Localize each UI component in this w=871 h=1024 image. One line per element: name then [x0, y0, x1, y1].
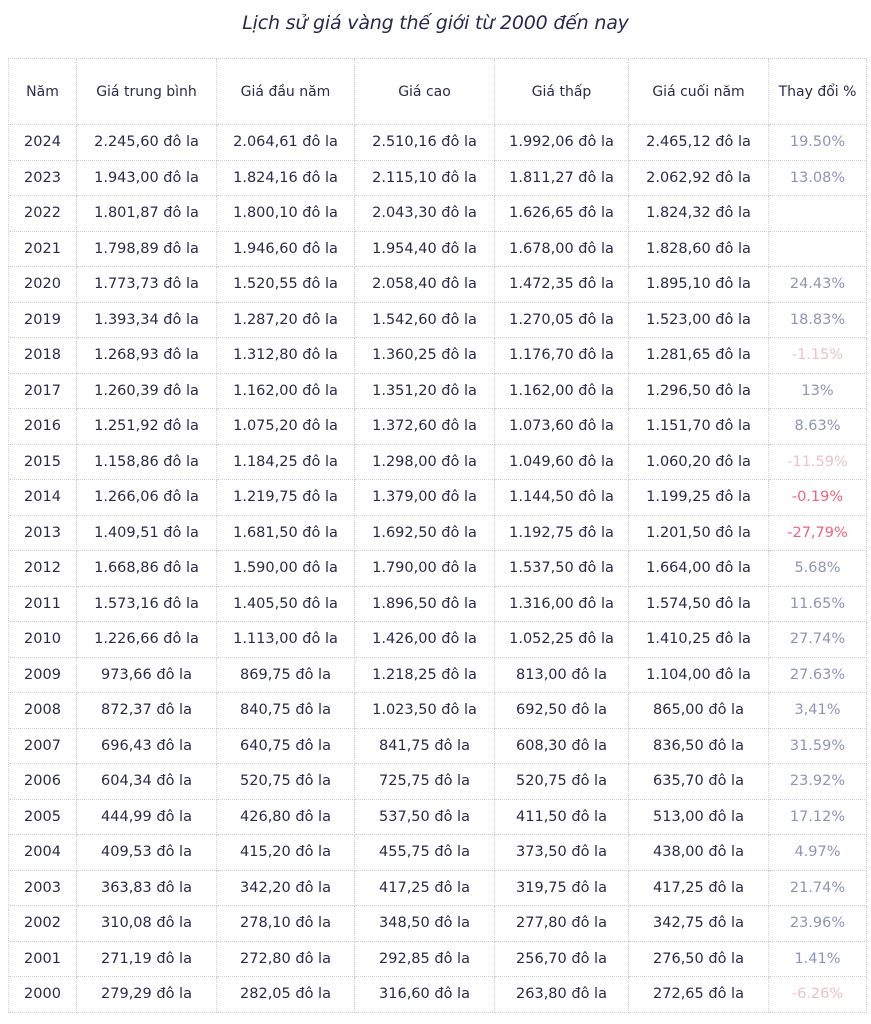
cell-change-percent: 23.92%: [769, 764, 867, 800]
cell-change-percent: -27,79%: [769, 516, 867, 552]
cell-close-price: 1.199,25 đô la: [629, 480, 769, 516]
gold-price-table: [8, 58, 867, 1013]
cell-change-percent: 17.12%: [769, 800, 867, 836]
cell-change-percent: -11.59%: [769, 445, 867, 481]
cell-year: 2010: [9, 622, 77, 658]
header-change-percent: Thay đổi %: [769, 59, 867, 125]
cell-year: 2024: [9, 125, 77, 161]
cell-close-price: 513,00 đô la: [629, 800, 769, 836]
cell-year: 2012: [9, 551, 77, 587]
cell-year: 2023: [9, 161, 77, 197]
cell-average-price: 872,37 đô la: [77, 693, 217, 729]
table-header-row: [9, 59, 867, 125]
cell-low-price: 1.811,27 đô la: [495, 161, 629, 197]
cell-close-price: 1.410,25 đô la: [629, 622, 769, 658]
table-row: [9, 409, 867, 445]
cell-change-percent: 27.74%: [769, 622, 867, 658]
cell-change-percent: 27.63%: [769, 658, 867, 694]
cell-open-price: 426,80 đô la: [217, 800, 355, 836]
cell-high-price: 348,50 đô la: [355, 906, 495, 942]
table-row: [9, 587, 867, 623]
cell-average-price: 1.251,92 đô la: [77, 409, 217, 445]
cell-close-price: 1.523,00 đô la: [629, 303, 769, 339]
cell-high-price: 1.790,00 đô la: [355, 551, 495, 587]
table-row: [9, 338, 867, 374]
cell-year: 2002: [9, 906, 77, 942]
table-row: [9, 622, 867, 658]
cell-low-price: 1.192,75 đô la: [495, 516, 629, 552]
table-row: [9, 551, 867, 587]
cell-close-price: 1.201,50 đô la: [629, 516, 769, 552]
cell-high-price: 841,75 đô la: [355, 729, 495, 765]
table-row: [9, 445, 867, 481]
page-title: Lịch sử giá vàng thế giới từ 2000 đến nay: [242, 12, 629, 34]
cell-low-price: 1.270,05 đô la: [495, 303, 629, 339]
cell-average-price: 363,83 đô la: [77, 871, 217, 907]
cell-low-price: 256,70 đô la: [495, 942, 629, 978]
cell-open-price: 1.946,60 đô la: [217, 232, 355, 268]
cell-high-price: 1.692,50 đô la: [355, 516, 495, 552]
cell-high-price: 316,60 đô la: [355, 977, 495, 1013]
cell-low-price: 373,50 đô la: [495, 835, 629, 871]
table-row: [9, 374, 867, 410]
cell-close-price: 1.296,50 đô la: [629, 374, 769, 410]
cell-open-price: 1.590,00 đô la: [217, 551, 355, 587]
header-open-price: Giá đầu năm: [217, 59, 355, 125]
cell-average-price: 1.226,66 đô la: [77, 622, 217, 658]
cell-average-price: 409,53 đô la: [77, 835, 217, 871]
cell-average-price: 1.801,87 đô la: [77, 196, 217, 232]
cell-low-price: 1.316,00 đô la: [495, 587, 629, 623]
cell-close-price: 1.151,70 đô la: [629, 409, 769, 445]
cell-open-price: 342,20 đô la: [217, 871, 355, 907]
cell-year: 2007: [9, 729, 77, 765]
cell-close-price: 438,00 đô la: [629, 835, 769, 871]
cell-open-price: 520,75 đô la: [217, 764, 355, 800]
cell-low-price: 1.472,35 đô la: [495, 267, 629, 303]
cell-high-price: 1.298,00 đô la: [355, 445, 495, 481]
cell-high-price: 1.372,60 đô la: [355, 409, 495, 445]
table-row: [9, 658, 867, 694]
cell-high-price: 455,75 đô la: [355, 835, 495, 871]
cell-low-price: 1.052,25 đô la: [495, 622, 629, 658]
table-row: [9, 516, 867, 552]
cell-high-price: 417,25 đô la: [355, 871, 495, 907]
table-row: [9, 232, 867, 268]
cell-change-percent: 19.50%: [769, 125, 867, 161]
table-row: [9, 906, 867, 942]
cell-open-price: 1.113,00 đô la: [217, 622, 355, 658]
cell-high-price: 1.360,25 đô la: [355, 338, 495, 374]
cell-average-price: 1.943,00 đô la: [77, 161, 217, 197]
cell-high-price: 1.379,00 đô la: [355, 480, 495, 516]
cell-close-price: 2.062,92 đô la: [629, 161, 769, 197]
cell-close-price: 1.104,00 đô la: [629, 658, 769, 694]
header-close-price: Giá cuối năm: [629, 59, 769, 125]
cell-open-price: 2.064,61 đô la: [217, 125, 355, 161]
cell-change-percent: 1.41%: [769, 942, 867, 978]
cell-low-price: 1.537,50 đô la: [495, 551, 629, 587]
cell-average-price: 1.773,73 đô la: [77, 267, 217, 303]
cell-change-percent: 5.68%: [769, 551, 867, 587]
cell-close-price: 272,65 đô la: [629, 977, 769, 1013]
cell-open-price: 840,75 đô la: [217, 693, 355, 729]
cell-average-price: 1.158,86 đô la: [77, 445, 217, 481]
cell-change-percent: [769, 196, 867, 232]
cell-year: 2020: [9, 267, 77, 303]
cell-close-price: 1.574,50 đô la: [629, 587, 769, 623]
table-row: [9, 871, 867, 907]
header-high-price: Giá cao: [355, 59, 495, 125]
cell-year: 2016: [9, 409, 77, 445]
cell-high-price: 1.896,50 đô la: [355, 587, 495, 623]
table-row: [9, 977, 867, 1013]
cell-average-price: 1.798,89 đô la: [77, 232, 217, 268]
cell-close-price: 342,75 đô la: [629, 906, 769, 942]
cell-year: 2003: [9, 871, 77, 907]
cell-average-price: 1.573,16 đô la: [77, 587, 217, 623]
cell-close-price: 836,50 đô la: [629, 729, 769, 765]
cell-close-price: 635,70 đô la: [629, 764, 769, 800]
cell-open-price: 278,10 đô la: [217, 906, 355, 942]
cell-low-price: 1.626,65 đô la: [495, 196, 629, 232]
cell-change-percent: -6.26%: [769, 977, 867, 1013]
cell-year: 2009: [9, 658, 77, 694]
cell-open-price: 272,80 đô la: [217, 942, 355, 978]
cell-average-price: 973,66 đô la: [77, 658, 217, 694]
cell-low-price: 1.049,60 đô la: [495, 445, 629, 481]
cell-average-price: 1.668,86 đô la: [77, 551, 217, 587]
cell-low-price: 520,75 đô la: [495, 764, 629, 800]
cell-high-price: 1.351,20 đô la: [355, 374, 495, 410]
cell-year: 2022: [9, 196, 77, 232]
cell-close-price: 1.828,60 đô la: [629, 232, 769, 268]
cell-close-price: 1.824,32 đô la: [629, 196, 769, 232]
cell-year: 2014: [9, 480, 77, 516]
cell-average-price: 604,34 đô la: [77, 764, 217, 800]
table-row: [9, 161, 867, 197]
cell-low-price: 1.073,60 đô la: [495, 409, 629, 445]
cell-average-price: 1.393,34 đô la: [77, 303, 217, 339]
cell-close-price: 1.895,10 đô la: [629, 267, 769, 303]
table-row: [9, 693, 867, 729]
cell-close-price: 1.281,65 đô la: [629, 338, 769, 374]
cell-close-price: 1.664,00 đô la: [629, 551, 769, 587]
cell-average-price: 444,99 đô la: [77, 800, 217, 836]
table-row: [9, 196, 867, 232]
header-year: Năm: [9, 59, 77, 125]
cell-high-price: 2.115,10 đô la: [355, 161, 495, 197]
cell-high-price: 725,75 đô la: [355, 764, 495, 800]
cell-open-price: 1.681,50 đô la: [217, 516, 355, 552]
cell-high-price: 1.542,60 đô la: [355, 303, 495, 339]
cell-year: 2017: [9, 374, 77, 410]
cell-average-price: 696,43 đô la: [77, 729, 217, 765]
cell-close-price: 865,00 đô la: [629, 693, 769, 729]
cell-change-percent: 18.83%: [769, 303, 867, 339]
cell-close-price: 1.060,20 đô la: [629, 445, 769, 481]
cell-low-price: 692,50 đô la: [495, 693, 629, 729]
cell-open-price: 1.800,10 đô la: [217, 196, 355, 232]
cell-year: 2001: [9, 942, 77, 978]
cell-low-price: 1.144,50 đô la: [495, 480, 629, 516]
cell-open-price: 1.824,16 đô la: [217, 161, 355, 197]
cell-change-percent: 3,41%: [769, 693, 867, 729]
cell-high-price: 2.058,40 đô la: [355, 267, 495, 303]
cell-year: 2015: [9, 445, 77, 481]
cell-high-price: 1.218,25 đô la: [355, 658, 495, 694]
cell-low-price: 1.176,70 đô la: [495, 338, 629, 374]
table-row: [9, 480, 867, 516]
cell-high-price: 2.510,16 đô la: [355, 125, 495, 161]
cell-low-price: 608,30 đô la: [495, 729, 629, 765]
cell-year: 2005: [9, 800, 77, 836]
cell-high-price: 1.426,00 đô la: [355, 622, 495, 658]
cell-open-price: 1.219,75 đô la: [217, 480, 355, 516]
cell-change-percent: 4.97%: [769, 835, 867, 871]
cell-open-price: 1.162,00 đô la: [217, 374, 355, 410]
cell-change-percent: -0.19%: [769, 480, 867, 516]
cell-high-price: 1.954,40 đô la: [355, 232, 495, 268]
cell-average-price: 1.266,06 đô la: [77, 480, 217, 516]
cell-change-percent: [769, 232, 867, 268]
cell-open-price: 1.520,55 đô la: [217, 267, 355, 303]
cell-open-price: 1.405,50 đô la: [217, 587, 355, 623]
cell-open-price: 1.287,20 đô la: [217, 303, 355, 339]
cell-average-price: 310,08 đô la: [77, 906, 217, 942]
cell-change-percent: 8.63%: [769, 409, 867, 445]
cell-average-price: 1.268,93 đô la: [77, 338, 217, 374]
cell-average-price: 279,29 đô la: [77, 977, 217, 1013]
cell-average-price: 271,19 đô la: [77, 942, 217, 978]
cell-year: 2013: [9, 516, 77, 552]
cell-open-price: 1.184,25 đô la: [217, 445, 355, 481]
cell-change-percent: 23.96%: [769, 906, 867, 942]
cell-open-price: 869,75 đô la: [217, 658, 355, 694]
cell-low-price: 813,00 đô la: [495, 658, 629, 694]
cell-low-price: 1.992,06 đô la: [495, 125, 629, 161]
cell-close-price: 2.465,12 đô la: [629, 125, 769, 161]
cell-low-price: 319,75 đô la: [495, 871, 629, 907]
cell-low-price: 1.678,00 đô la: [495, 232, 629, 268]
header-low-price: Giá thấp: [495, 59, 629, 125]
cell-year: 2019: [9, 303, 77, 339]
cell-year: 2011: [9, 587, 77, 623]
cell-low-price: 1.162,00 đô la: [495, 374, 629, 410]
cell-year: 2021: [9, 232, 77, 268]
cell-low-price: 277,80 đô la: [495, 906, 629, 942]
cell-change-percent: 24.43%: [769, 267, 867, 303]
table-row: [9, 303, 867, 339]
cell-average-price: 1.260,39 đô la: [77, 374, 217, 410]
cell-change-percent: 11.65%: [769, 587, 867, 623]
cell-average-price: 1.409,51 đô la: [77, 516, 217, 552]
cell-year: 2006: [9, 764, 77, 800]
cell-open-price: 282,05 đô la: [217, 977, 355, 1013]
cell-open-price: 1.075,20 đô la: [217, 409, 355, 445]
table-row: [9, 267, 867, 303]
table-row: [9, 125, 867, 161]
table-row: [9, 942, 867, 978]
table-row: [9, 729, 867, 765]
cell-low-price: 263,80 đô la: [495, 977, 629, 1013]
table-row: [9, 835, 867, 871]
cell-change-percent: -1.15%: [769, 338, 867, 374]
cell-change-percent: 21.74%: [769, 871, 867, 907]
cell-change-percent: 31.59%: [769, 729, 867, 765]
cell-average-price: 2.245,60 đô la: [77, 125, 217, 161]
cell-open-price: 640,75 đô la: [217, 729, 355, 765]
cell-change-percent: 13.08%: [769, 161, 867, 197]
header-average-price: Giá trung bình: [77, 59, 217, 125]
table-row: [9, 800, 867, 836]
cell-high-price: 1.023,50 đô la: [355, 693, 495, 729]
cell-year: 2004: [9, 835, 77, 871]
cell-high-price: 292,85 đô la: [355, 942, 495, 978]
table-row: [9, 764, 867, 800]
cell-open-price: 1.312,80 đô la: [217, 338, 355, 374]
cell-high-price: 2.043,30 đô la: [355, 196, 495, 232]
cell-close-price: 417,25 đô la: [629, 871, 769, 907]
cell-high-price: 537,50 đô la: [355, 800, 495, 836]
cell-year: 2000: [9, 977, 77, 1013]
cell-year: 2018: [9, 338, 77, 374]
cell-low-price: 411,50 đô la: [495, 800, 629, 836]
cell-year: 2008: [9, 693, 77, 729]
cell-close-price: 276,50 đô la: [629, 942, 769, 978]
cell-change-percent: 13%: [769, 374, 867, 410]
cell-open-price: 415,20 đô la: [217, 835, 355, 871]
